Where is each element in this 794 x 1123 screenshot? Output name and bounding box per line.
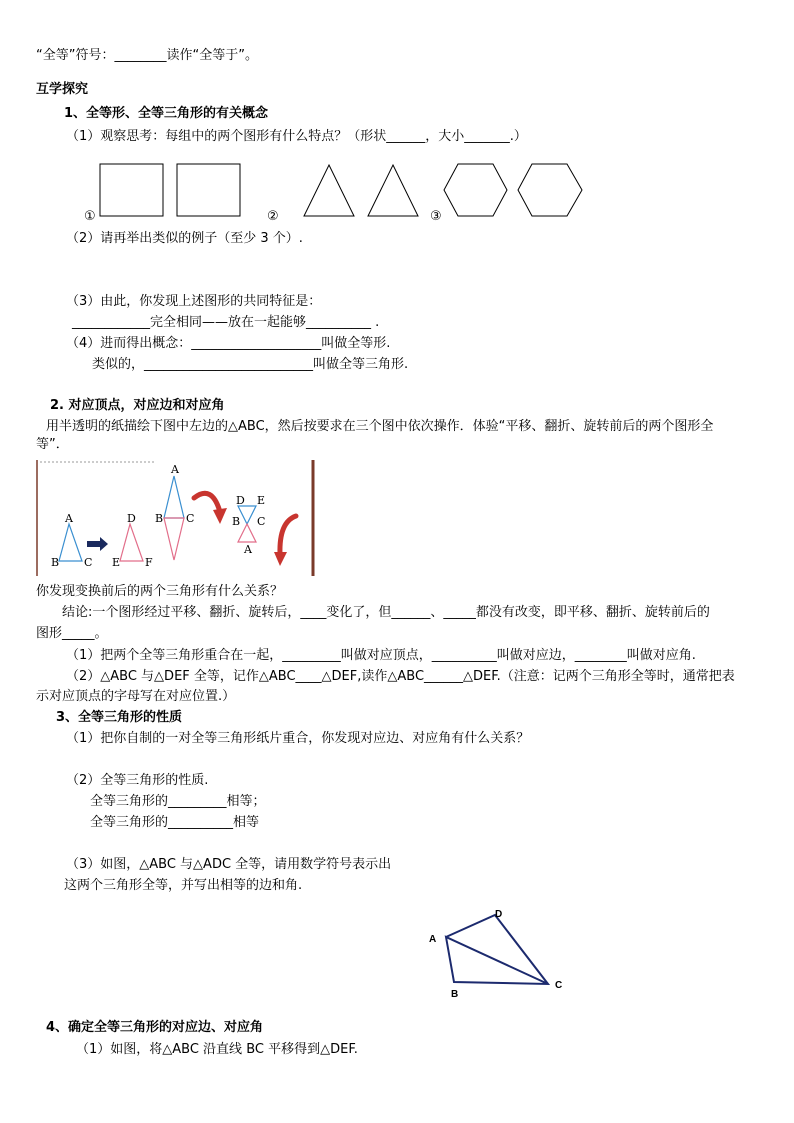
- concept-congruent-triangles: 类似的，__________________________叫做全等三角形.: [92, 357, 409, 372]
- square-shape: [177, 164, 240, 216]
- rotate-arrow-head-icon: [274, 552, 287, 566]
- vertex-label-a: A: [171, 463, 179, 476]
- property-blank-1: 全等三角形的_________相等；: [90, 794, 266, 809]
- triangle-abc: [59, 524, 82, 561]
- observe-question: （1）观察思考：每组中的两个图形有什么特点？（形状______，大小_______.）: [66, 129, 527, 144]
- vertex-label-d: D: [236, 494, 245, 507]
- quadrilateral-abcd-figure: [422, 904, 572, 1004]
- translation-example: （1）如图，将△ABC 沿直线 BC 平移得到△DEF.: [76, 1042, 358, 1057]
- congruent-symbol-line: “全等”符号：________读作“全等于”。: [36, 48, 258, 63]
- triangle-rotate-original: [238, 506, 256, 524]
- transformation-figure: [34, 458, 320, 578]
- vertex-label-f: F: [145, 556, 153, 569]
- notation-note: 示对应顶点的字母写在对应位置.）: [36, 689, 236, 704]
- properties-label: （2）全等三角形的性质.: [66, 773, 209, 788]
- tracing-instructions-cont: 等”．: [36, 437, 69, 452]
- triangle-reflect-image: [164, 518, 184, 560]
- overlap-question: （1）把你自制的一对全等三角形纸片重合，你发现对应边、对应角有什么关系？: [66, 731, 530, 746]
- vertex-label-a: A: [244, 543, 252, 556]
- notation-line: （2）△ABC 与△DEF 全等，记作△ABC____△DEF,读作△ABC______△DEF.（注意：记两个三角形全等时，通常把表: [66, 669, 735, 684]
- common-feature-question: （3）由此，你发现上述图形的共同特征是：: [66, 294, 322, 309]
- tracing-instructions: 用半透明的纸描绘下图中左边的△ABC，然后按要求在三个图中依次操作．体验“平移、翻折、旋转前后的两个图形全: [46, 419, 714, 434]
- square-shape: [100, 164, 163, 216]
- example-question: （3）如图，△ABC 与△ADC 全等，请用数学符号表示出: [66, 857, 392, 872]
- vertex-label-e: E: [112, 556, 121, 569]
- vertex-label-b: B: [51, 556, 60, 569]
- section-4-heading: 4、确定全等三角形的对应边、对应角: [46, 1020, 264, 1035]
- triangle-reflect-original: [164, 476, 184, 518]
- conclusion-line: 结论:一个图形经过平移、翻折、旋转后，____变化了，但______、_____都没有改变，即平移、翻折、旋转前后的: [62, 605, 710, 620]
- vertex-label-b: B: [155, 512, 164, 525]
- arrow-right-icon: [87, 537, 108, 551]
- quadrilateral-edges: [446, 915, 548, 984]
- section-1-heading: 1、全等形、全等三角形的有关概念: [64, 106, 269, 121]
- triangle-rotate-image: [238, 524, 256, 542]
- section-heading-mutual-study: 互学探究: [36, 82, 89, 97]
- congruent-shapes-figure: [80, 160, 600, 226]
- vertex-label-b: B: [232, 515, 241, 528]
- vertex-label-e: E: [257, 494, 266, 507]
- vertex-label-c: C: [84, 556, 93, 569]
- relationship-question: 你发现变换前后的两个三角形有什么关系？: [36, 584, 284, 599]
- vertex-label-c: C: [257, 515, 266, 528]
- hexagon-shape: [518, 164, 582, 216]
- vertex-label-b: B: [451, 989, 459, 1000]
- property-blank-2: 全等三角形的__________相等: [90, 815, 260, 830]
- group-label-1: ①: [84, 209, 96, 224]
- triangle-shape: [304, 165, 354, 216]
- vertex-label-d: D: [127, 512, 136, 525]
- section-3-heading: 3、全等三角形的性质: [56, 710, 183, 725]
- conclusion-line-cont: 图形_____。: [36, 626, 108, 641]
- concept-congruent-figures: （4）进而得出概念：____________________叫做全等形.: [66, 336, 391, 351]
- vertex-label-d: D: [495, 909, 503, 920]
- group-label-2: ②: [267, 209, 279, 224]
- curved-arrow-icon: [194, 493, 220, 512]
- vertex-label-c: C: [186, 512, 195, 525]
- rotate-arrow-icon: [280, 516, 296, 554]
- vertex-label-c: C: [555, 980, 563, 991]
- hexagon-shape: [444, 164, 507, 216]
- example-question-cont: 这两个三角形全等，并写出相等的边和角.: [64, 878, 303, 893]
- corresponding-parts-line: （1）把两个全等三角形重合在一起，_________叫做对应顶点，__________叫做对应边，________叫做对应角.: [66, 648, 696, 663]
- curved-arrow-head-icon: [213, 508, 227, 524]
- triangle-def-translated: [120, 524, 143, 561]
- common-feature-blank: ____________完全相同——放在一起能够__________ .: [72, 315, 380, 330]
- give-examples-question: （2）请再举出类似的例子（至少 3 个）.: [66, 231, 303, 246]
- vertex-label-a: A: [65, 512, 73, 525]
- group-label-3: ③: [430, 209, 442, 224]
- section-2-heading: 2. 对应顶点，对应边和对应角: [50, 398, 225, 413]
- vertex-label-a: A: [429, 934, 437, 945]
- triangle-shape: [368, 165, 418, 216]
